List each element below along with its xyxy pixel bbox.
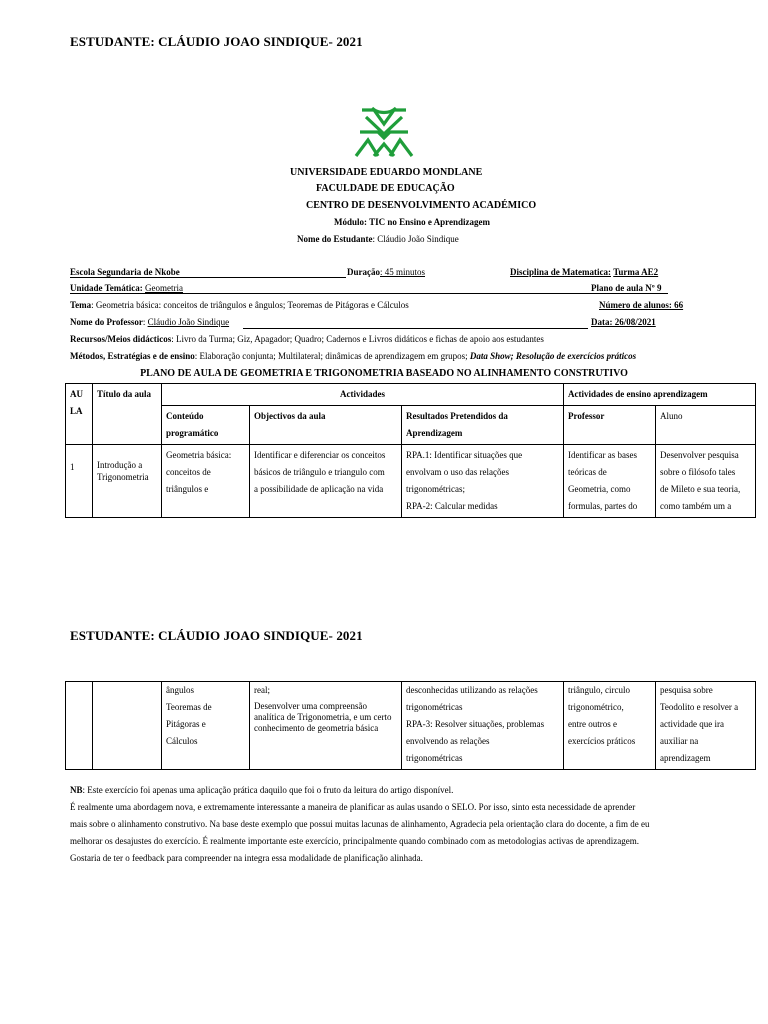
- note-line: melhorar os desajustes do exercício. É realmente importante este exercício, principalmente quando combinado com as metodologias activas de aprendizagem.: [70, 836, 640, 846]
- lesson-theme: Tema: Geometria básica: conceitos de triângulos e ângulos; Teoremas de Pitágoras e Cálculos: [70, 300, 409, 310]
- cell-teacher-1: Identificar as bases teóricas de Geometria, como formulas, partes do: [564, 445, 656, 518]
- uem-logo-icon: [352, 104, 416, 160]
- header-objectives: Objectivos da aula: [250, 406, 402, 445]
- students-count: Número de alunos: 66: [599, 300, 684, 310]
- teacher-name: Nome do Professor: Cláudio João Sindique: [70, 317, 230, 327]
- school-name: Escola Segundaria de Nkobe: [70, 267, 346, 278]
- note-line: Gostaria de ter o feedback para compreender na integra essa modalidade de planificação alinhada.: [70, 853, 423, 863]
- student-header-page-2: ESTUDANTE: CLÁUDIO JOAO SINDIQUE- 2021: [70, 628, 363, 643]
- cell-student-1: Desenvolver pesquisa sobre o filósofo tales de Mileto e sua teoria, como também um a: [656, 445, 756, 518]
- header-aula: AU LA: [66, 384, 93, 445]
- methods: Métodos, Estratégias e de ensino: Elaboração conjunta; Multilateral; dinâmicas de aprendizagem em grupos; Data Show; Resolução de exercícios práticos: [70, 351, 637, 361]
- note-line: mais sobre o alinhamento construtivo. Na base deste exemplo que possui muitas lacunas de alinhamento, Agradecia pela orientação clara do docente, a fim de eu: [70, 819, 650, 829]
- centre-name: CENTRO DE DESENVOLVIMENTO ACADÉMICO: [306, 200, 537, 211]
- cell-student-2: pesquisa sobre Teodolito e resolver a actividade que ira auxiliar na aprendizagem: [656, 682, 756, 770]
- faculty-name: FACULDADE DE EDUCAÇÃO: [316, 183, 455, 194]
- cell-content-1: Geometria básica: conceitos de triângulos e: [162, 445, 250, 518]
- cell-objectives-1: Identificar e diferenciar os conceitos básicos de triângulo e triangulo com a possibilidade de aplicação na vida: [250, 445, 402, 518]
- cell-results-1: RPA.1: Identificar situações que envolvam o uso das relações trigonométricas; RPA-2: Calcular medidas: [402, 445, 564, 518]
- note-line: É realmente uma abordagem nova, e extremamente interessante a maneira de planificar as aulas usando o SELO. Por isso, sinto esta necessidade de aprender: [70, 802, 636, 812]
- lesson-plan-table-continued: [65, 681, 756, 770]
- plan-number: Plano de aula Nº 9: [591, 283, 662, 293]
- header-activities: Actividades: [162, 384, 564, 406]
- row-title: Introdução a Trigonometria: [93, 445, 162, 518]
- teacher-underline: [243, 328, 588, 329]
- cell-teacher-2: triângulo, circulo trigonométrico, entre outros e exercícios práticos: [564, 682, 656, 770]
- discipline: Disciplina de Matematica: Turma AE2: [510, 267, 659, 277]
- notes-section: [70, 782, 710, 867]
- header-teaching: Actividades de ensino aprendizagem: [564, 384, 756, 406]
- cell-results-2: desconhecidas utilizando as relações trigonométricas RPA-3: Resolver situações, problemas envolvendo as relações trigonométricas: [402, 682, 564, 770]
- header-content: Conteúdo programático: [162, 406, 250, 445]
- student-name-line: Nome do Estudante: Cláudio João Sindique: [297, 234, 459, 244]
- nb-note: NB: Este exercício foi apenas uma aplicação prática daquilo que foi o fruto da leitura do artigo disponível.: [70, 785, 454, 795]
- header-teacher: Professor: [564, 406, 656, 445]
- resources: Recursos/Meios didácticos: Livro da Turma; Giz, Apagador; Quadro; Cadernos e Livros didáticos e fichas de apoio aos estudantes: [70, 334, 544, 344]
- cell-number-2: [66, 682, 93, 770]
- lesson-plan-table: [65, 383, 756, 518]
- lesson-date: Data: 26/08/2021: [591, 317, 656, 327]
- cell-title-2: [93, 682, 162, 770]
- university-name: UNIVERSIDADE EDUARDO MONDLANE: [290, 167, 483, 178]
- cell-objectives-2: real; Desenvolver uma compreensão analítica de Trigonometria, e um certo conhecimento de geometria básica: [250, 682, 402, 770]
- cell-content-2: ângulos Teoremas de Pitágoras e Cálculos: [162, 682, 250, 770]
- plan-title: PLANO DE AULA DE GEOMETRIA E TRIGONOMETRIA BASEADO NO ALINHAMENTO CONSTRUTIVO: [140, 368, 628, 379]
- module-line: Módulo: TIC no Ensino e Aprendizagem: [334, 217, 490, 227]
- unit-underline: [70, 293, 668, 294]
- duration: Duração: 45 minutos: [347, 267, 426, 277]
- thematic-unit: Unidade Temática: Geometria: [70, 283, 183, 293]
- header-student: Aluno: [656, 406, 756, 445]
- header-title: Título da aula: [93, 384, 162, 445]
- student-header: ESTUDANTE: CLÁUDIO JOAO SINDIQUE- 2021: [70, 34, 363, 49]
- header-results: Resultados Pretendidos da Aprendizagem: [402, 406, 564, 445]
- row-number: 1: [66, 445, 93, 518]
